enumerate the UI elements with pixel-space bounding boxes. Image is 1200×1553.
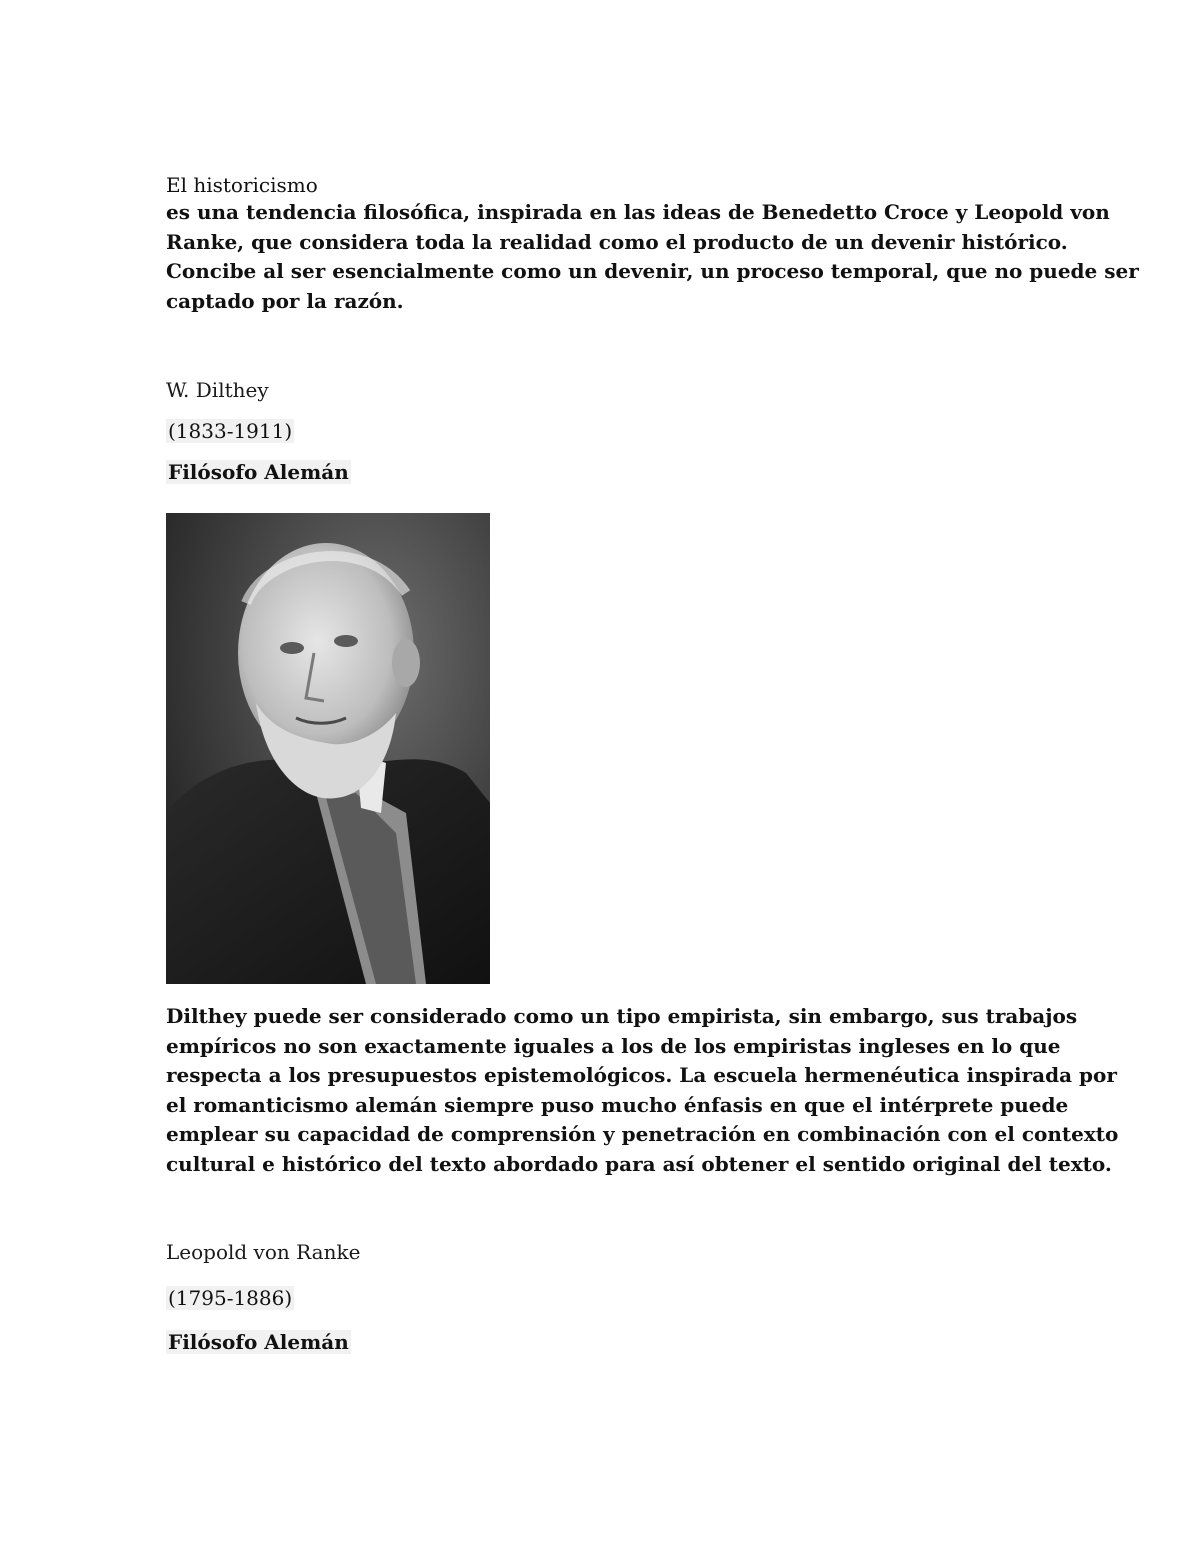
paragraph-line: el romanticismo alemán siempre puso mucho énfasis en que el intérprete puede <box>166 1092 1069 1117</box>
ranke-dates-text: (1795-1886) <box>168 1286 293 1310</box>
intro-line: captado por la razón. <box>166 288 404 313</box>
paragraph-line: cultural e histórico del texto abordado para así obtener el sentido original del texto. <box>166 1151 1112 1176</box>
paragraph-line: respecta a los presupuestos epistemológicos. La escuela hermenéutica inspirada por <box>166 1063 1117 1087</box>
dilthey-dates-text: (1833-1911) <box>168 419 293 443</box>
paragraph-line: empíricos no son exactamente iguales a los de los empiristas ingleses en lo que <box>166 1033 1061 1058</box>
dilthey-role <box>166 458 351 488</box>
dilthey-role-text: Filósofo Alemán <box>168 460 349 484</box>
intro-line: Ranke, que considera toda la realidad como el producto de un devenir histórico. <box>166 229 1068 254</box>
ranke-role-text: Filósofo Alemán <box>168 1330 349 1354</box>
dilthey-portrait <box>166 513 490 984</box>
dilthey-paragraph <box>166 1002 1118 1179</box>
ranke-role <box>166 1328 351 1358</box>
paragraph-line: emplear su capacidad de comprensión y penetración en combinación con el contexto <box>166 1122 1119 1146</box>
ranke-name: Leopold von Ranke <box>166 1240 361 1264</box>
intro-line: es una tendencia filosófica, inspirada en las ideas de Benedetto Croce y Leopold von <box>166 200 1110 224</box>
paragraph-line: Dilthey puede ser considerado como un tipo empirista, sin embargo, sus trabajos <box>166 1004 1078 1028</box>
dilthey-name: W. Dilthey <box>166 378 269 402</box>
intro-line: Concibe al ser esencialmente como un devenir, un proceso temporal, que no puede ser <box>166 259 1139 283</box>
dilthey-dates <box>166 417 294 447</box>
ranke-dates <box>166 1284 294 1314</box>
section-title: El historicismo <box>166 173 318 197</box>
intro-paragraph <box>166 198 1139 316</box>
